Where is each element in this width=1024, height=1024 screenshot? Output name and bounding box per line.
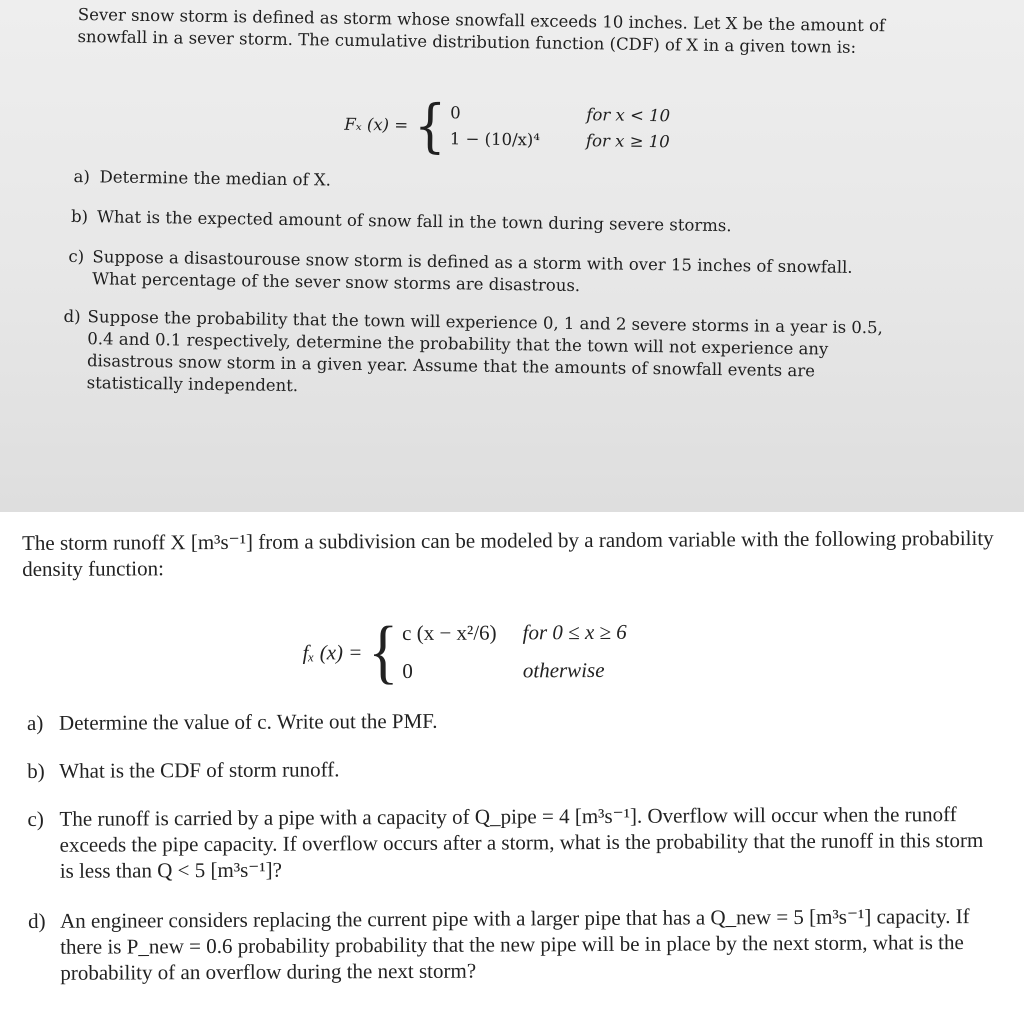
left-brace-icon: { <box>413 92 447 160</box>
problem1-case1-expr: 0 <box>450 103 461 123</box>
problem2-pdf-formula <box>302 612 627 692</box>
problem1-formula-lhs: Fₓ (x) = <box>344 114 409 135</box>
problem2-case1-expr: c (x − x²/6) <box>402 620 497 646</box>
item-label: b) <box>27 758 45 783</box>
item-text: Suppose the probability that the town will experience 0, 1 and 2 severe storms in a year is 0.5, 0.4 and 0.1 respectively, determine the probability that the town will not experience any disastrous snow storm in a given year. Assume that the amounts of snowfall events are statistically independent. <box>86 307 884 396</box>
scan-section-storm-runoff <box>0 512 1024 1024</box>
item-label: d) <box>27 908 46 933</box>
problem2-item-a <box>27 705 987 736</box>
item-text: Determine the median of X. <box>99 167 332 190</box>
problem1-cdf-formula <box>344 92 671 160</box>
problem1-case2-expr: 1 − (10/x)⁴ <box>449 129 541 150</box>
item-label: a) <box>73 166 91 187</box>
left-brace-icon: { <box>368 612 399 692</box>
problem1-case1-cond: for x < 10 <box>586 105 671 126</box>
item-text: An engineer considers replacing the current pipe with a larger pipe that has a Q_new = 5 [m³s⁻¹] capacity. If there is P_new = 0.6 probability probability that the new pipe will be in place by the next storm, what is the probability of an overflow during the next storm? <box>59 904 970 985</box>
problem2-item-b <box>27 753 987 784</box>
problem2-case2-expr: 0 <box>402 658 413 684</box>
problem1-intro: Sever snow storm is defined as storm whose snowfall exceeds 10 inches. Let X be the amount of snowfall in a sever storm. The cumulative distribution function (CDF) of X in a given town is: <box>77 4 886 57</box>
problem2-case1-cond: for 0 ≤ x ≥ 6 <box>522 619 627 645</box>
problem1-item-c <box>68 246 899 302</box>
item-label: a) <box>26 710 44 735</box>
item-text: Determine the value of c. Write out the PMF. <box>58 708 438 735</box>
problem2-case2-cond: otherwise <box>522 657 605 683</box>
problem2-intro: The storm runoff X [m³s⁻¹] from a subdivision can be modeled by a random variable with the following probability density function: <box>22 525 994 581</box>
item-label: d) <box>63 306 81 327</box>
problem2-item-d <box>28 903 988 986</box>
item-text: The runoff is carried by a pipe with a capacity of Q_pipe = 4 [m³s⁻¹]. Overflow will occur when the runoff exceeds the pipe capacity. If overflow occurs after a storm, what is the probability that the runoff in this storm is less than Q < 5 [m³s⁻¹]? <box>59 802 984 883</box>
problem2-item-c <box>27 801 987 884</box>
problem1-case2-cond: for x ≥ 10 <box>585 131 670 152</box>
problem2-cases <box>402 619 627 684</box>
item-text: What is the expected amount of snow fall in the town during severe storms. <box>96 207 732 236</box>
problem1-item-b <box>71 206 901 240</box>
item-label: c) <box>68 246 85 267</box>
problem1-item-d <box>63 306 900 406</box>
item-text: Suppose a disastourouse snow storm is defined as a storm with over 15 inches of snowfall. What percentage of the sever snow storms are disastrous. <box>92 247 853 296</box>
item-label: c) <box>27 806 44 831</box>
item-text: What is the CDF of storm runoff. <box>59 757 340 783</box>
problem2-content <box>22 525 997 985</box>
problem1-item-a <box>73 166 903 200</box>
problem1-cases <box>450 102 671 153</box>
problem1-content <box>63 4 928 396</box>
item-label: b) <box>70 206 89 227</box>
problem2-formula-lhs: fₓ (x) = <box>302 640 363 665</box>
